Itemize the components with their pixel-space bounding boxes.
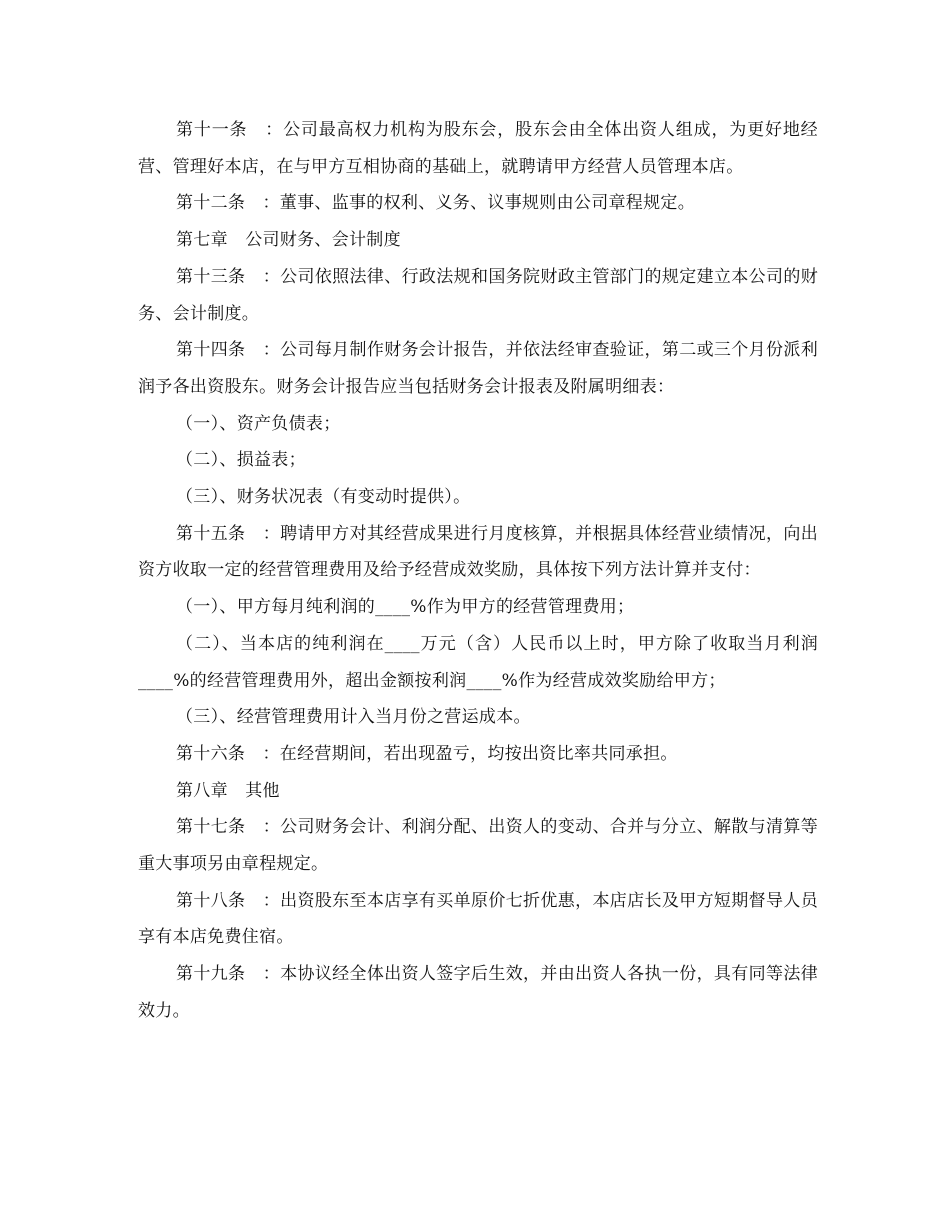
- article-15-item-3: （三）、经营管理费用计入当月份之营运成本。: [176, 707, 531, 728]
- article-13: 第十三条 ：公司依照法律、行政法规和国务院财政主管部门的规定建立本公司的财务、会计制度。: [138, 266, 818, 324]
- document-body: [138, 112, 818, 1030]
- article-18: 第十八条 ：出资股东至本店享有买单原价七折优惠，本店店长及甲方短期督导人员享有本店免费住宿。: [138, 890, 818, 948]
- article-15-item-2: （二）、当本店的纯利润在____万元（含）人民币以上时，甲方除了收取当月利润____%的经营管理费用外，超出金额按利润____%作为经营成效奖励给甲方；: [138, 633, 818, 691]
- article-14-item-1: （一）、资产负债表；: [176, 413, 341, 434]
- article-14: 第十四条 ：公司每月制作财务会计报告，并依法经审查验证，第二或三个月份派利润予各出资股东。财务会计报告应当包括财务会计报表及附属明细表：: [138, 340, 818, 397]
- chapter-8-heading: 第八章 其他: [176, 780, 280, 801]
- article-15: 第十五条 ：聘请甲方对其经营成果进行月度核算，并根据具体经营业绩情况，向出资方收取一定的经营管理费用及给予经营成效奖励，具体按下列方法计算并支付：: [138, 523, 818, 581]
- article-15-item-1: （一）、甲方每月纯利润的____%作为甲方的经营管理费用；: [176, 597, 635, 618]
- chapter-7-heading: 第七章 公司财务、会计制度: [176, 230, 401, 251]
- article-16: 第十六条 ：在经营期间，若出现盈亏，均按出资比率共同承担。: [176, 743, 678, 764]
- article-14-item-3: （三）、财务状况表（有变动时提供）。: [176, 487, 471, 508]
- article-19: 第十九条 ：本协议经全体出资人签字后生效，并由出资人各执一份，具有同等法律效力。: [138, 964, 818, 1021]
- article-12: 第十二条 ：董事、监事的权利、义务、议事规则由公司章程规定。: [176, 193, 695, 214]
- article-11: 第十一条 ：公司最高权力机构为股东会，股东会由全体出资人组成，为更好地经营、管理好本店，在与甲方互相协商的基础上，就聘请甲方经营人员管理本店。: [138, 120, 818, 177]
- article-14-item-2: （二）、损益表；: [176, 450, 306, 471]
- article-17: 第十七条 ：公司财务会计、利润分配、出资人的变动、合并与分立、解散与清算等重大事项另由章程规定。: [138, 817, 818, 875]
